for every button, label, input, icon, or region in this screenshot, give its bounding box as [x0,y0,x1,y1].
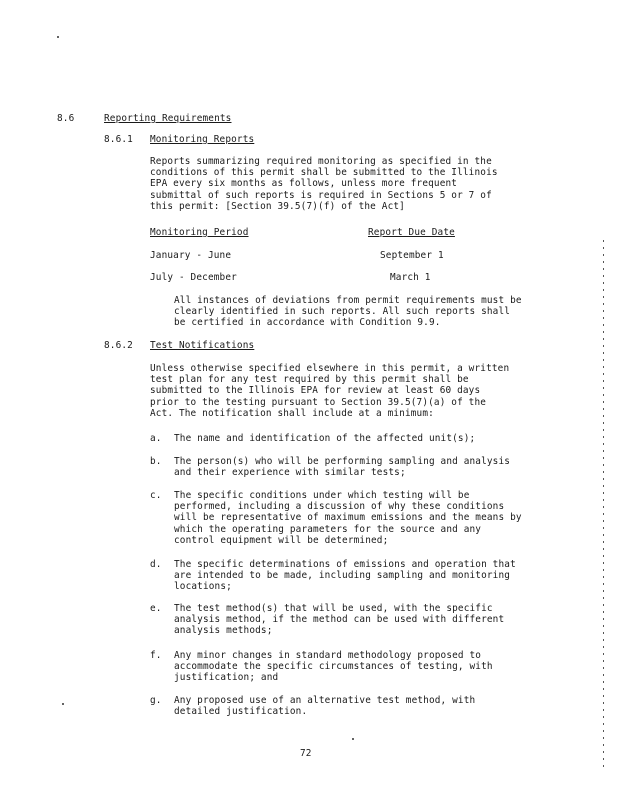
subsection-title-monitoring: Monitoring Reports [150,134,255,145]
item-text-g: Any proposed use of an alternative test method, with detailed justification. [174,695,476,718]
monitoring-period-header: Monitoring Period [150,227,249,238]
scan-speck [57,36,59,38]
monitoring-note: All instances of deviations from permit requirements must be clearly identified in such reports. All such reports shall be certified in accordance with Condition 9.9. [174,295,522,329]
item-text-e: The test method(s) that will be used, with the specific analysis method, if the method can be used with different analysis methods; [174,603,505,637]
subsection-number-test: 8.6.2 [104,340,133,351]
scan-edge-mark [603,240,604,770]
section-title: Reporting Requirements [104,113,232,124]
monitoring-body: Reports summarizing required monitoring as specified in the conditions of this permit shall be submitted to the Illinois EPA every six months as follows, unless more frequent submittal of such reports is required in Sections 5 or 7 of this permit: [Section 39.5(7)(f) of the Act] [150,156,498,212]
monitoring-period-row-1: January - June [150,250,232,261]
scan-speck [352,738,354,740]
section-number: 8.6 [57,113,75,124]
subsection-number-monitoring: 8.6.1 [104,134,133,145]
item-text-f: Any minor changes in standard methodology proposed to accommodate the specific circumstances of testing, with justification; and [174,650,493,684]
subsection-title-test: Test Notifications [150,340,255,351]
item-label-b: b. [150,456,162,467]
page-number: 72 [300,748,312,759]
item-label-d: d. [150,559,162,570]
item-label-c: c. [150,490,162,501]
scan-speck [62,703,64,705]
item-text-d: The specific determinations of emissions and operation that are intended to be made, including sampling and monitoring locations; [174,559,516,593]
item-text-c: The specific conditions under which testing will be performed, including a discussion of why these conditions will be representative of maximum emissions and the means by which the operating parameters for the source and any control equipment will be determined; [174,490,522,546]
item-text-a: The name and identification of the affected unit(s); [174,433,476,444]
test-body: Unless otherwise specified elsewhere in this permit, a written test plan for any test required by this permit shall be submitted to the Illinois EPA for review at least 60 days prior to the testing pursuant to Section 39.5(7)(a) of the Act. The notification shall include at a minimum: [150,363,510,419]
report-due-row-1: September 1 [380,250,444,261]
monitoring-period-row-2: July - December [150,272,237,283]
item-text-b: The person(s) who will be performing sampling and analysis and their experience with similar tests; [174,456,511,479]
item-label-a: a. [150,433,162,444]
report-due-header: Report Due Date [368,227,455,238]
report-due-row-2: March 1 [390,272,431,283]
item-label-g: g. [150,695,162,706]
item-label-e: e. [150,603,162,614]
item-label-f: f. [150,650,162,661]
